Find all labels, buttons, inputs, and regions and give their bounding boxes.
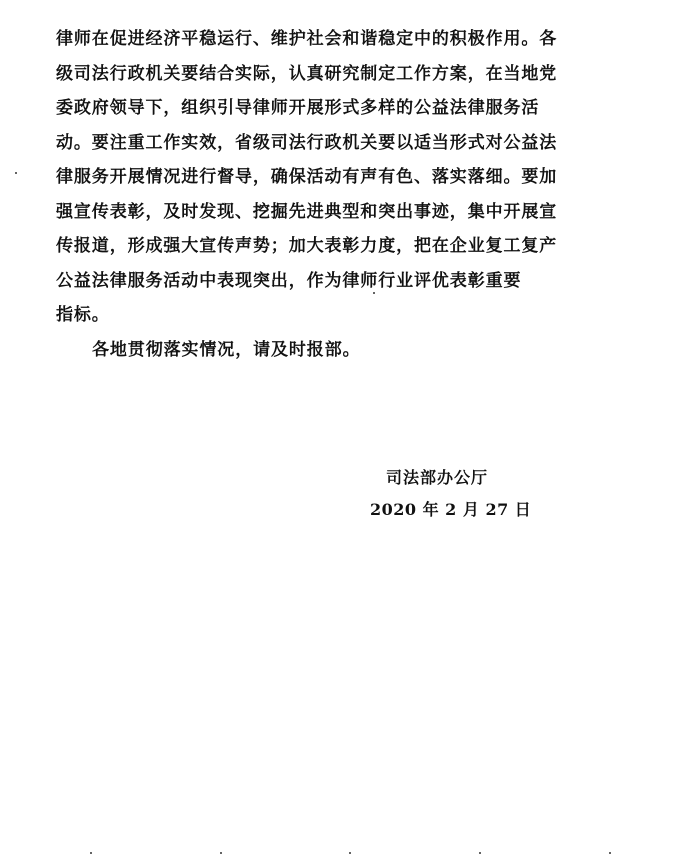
- scan-speck: [349, 852, 351, 854]
- scan-speck: [479, 852, 481, 854]
- document-body: [56, 22, 604, 367]
- body-line: 级司法行政机关要结合实际，认真研究制定工作方案，在当地党: [56, 63, 558, 84]
- closing-paragraph: 各地贯彻落实情况，请及时报部。: [92, 339, 361, 360]
- body-line: 传报道，形成强大宣传声势；加大表彰力度，把在企业复工复产: [56, 236, 558, 256]
- body-line: 动。要注重工作实效，省级司法行政机关要以适当形式对公益法: [56, 132, 558, 153]
- body-line: 律服务开展情况进行督导，确保活动有声有色、落实落细。要加: [56, 167, 558, 187]
- body-line: 委政府领导下，组织引导律师开展形式多样的公益法律服务活: [56, 98, 540, 118]
- scan-speck: [220, 852, 222, 854]
- signature-block: [370, 462, 570, 526]
- scan-speck: [373, 292, 375, 294]
- body-line: 公益法律服务活动中表现突出，作为律师行业评优表彰重要: [56, 270, 522, 291]
- issuing-organization: 司法部办公厅: [386, 468, 489, 487]
- scan-speck: [609, 852, 611, 854]
- issue-date: 2020 年 2 月 27 日: [370, 500, 532, 519]
- scan-speck: [15, 172, 17, 174]
- body-line: 律师在促进经济平稳运行、维护社会和谐稳定中的积极作用。各: [56, 29, 558, 49]
- body-line: 指标。: [56, 305, 110, 325]
- body-line: 强宣传表彰，及时发现、挖掘先进典型和突出事迹，集中开展宣: [56, 201, 558, 222]
- scan-speck: [90, 852, 92, 854]
